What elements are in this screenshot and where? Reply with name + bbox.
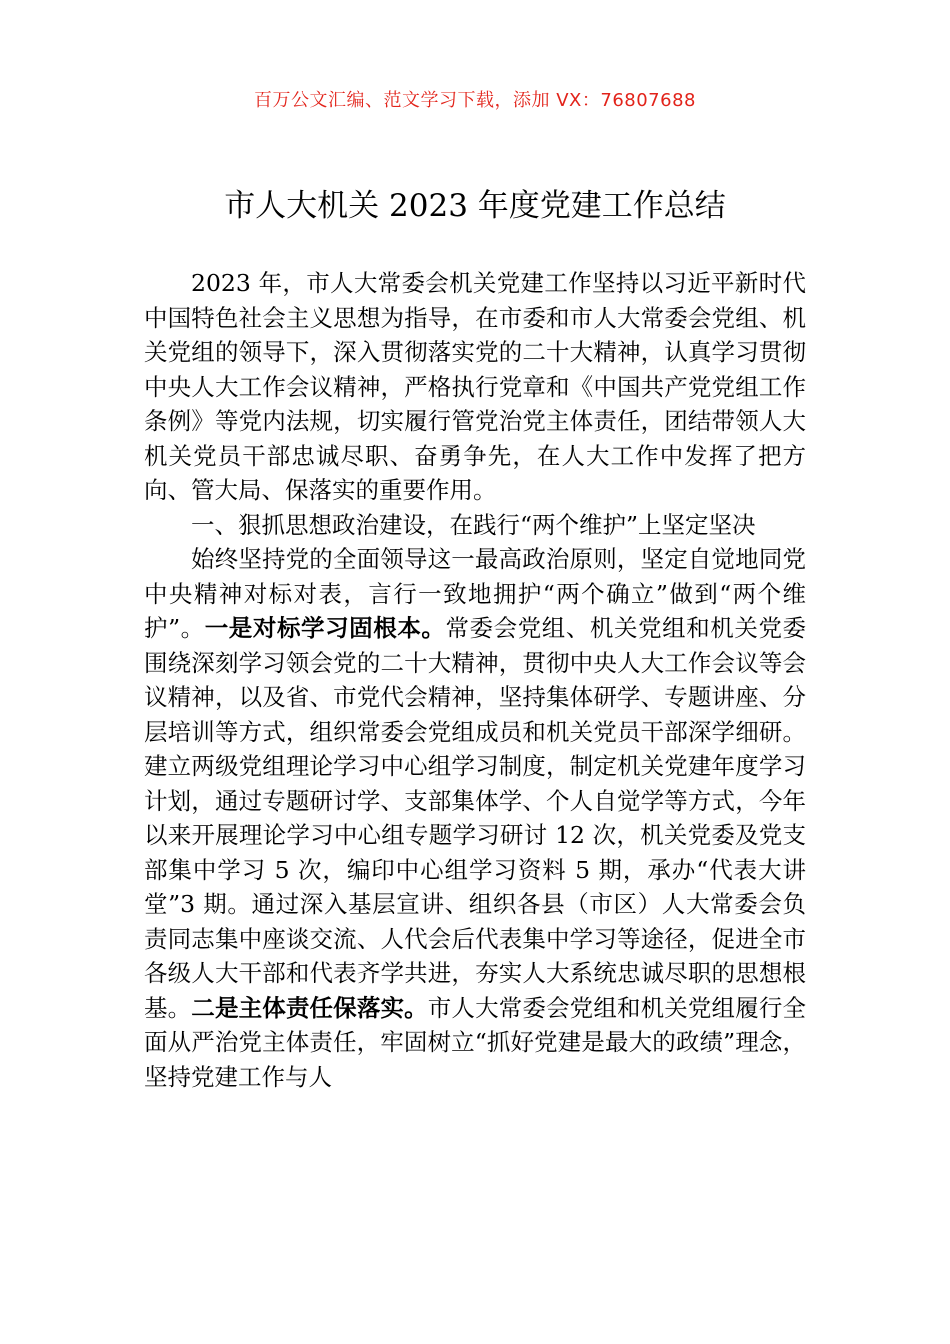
bold-subheading-1: 一是对标学习固根本。	[204, 614, 446, 642]
paragraph-text: 始终坚持党的全面领导这一最高政治原则，坚定自觉地同党中央精神对标对表，言行一致地拥护“两个确立”做到“两个维护”。	[144, 545, 806, 642]
section-heading-1: 一、狠抓思想政治建设，在践行“两个维护”上坚定坚决	[191, 510, 756, 539]
paragraph-section-1	[144, 542, 806, 1094]
page-title: 市人大机关 2023 年度党建工作总结	[224, 188, 726, 224]
promo-banner: 百万公文汇编、范文学习下载，添加 VX：76807688	[254, 90, 696, 111]
document-body	[144, 266, 806, 1094]
paragraph-intro: 2023 年，市人大常委会机关党建工作坚持以习近平新时代中国特色社会主义思想为指导，在市委和市人大常委会党组、机关党组的领导下，深入贯彻落实党的二十大精神，认真学习贯彻中央人大工作会议精神，严格执行党章和《中国共产党党组工作条例》等党内法规，切实履行管党治党主体责任，团结带领人大机关党员干部忠诚尽职、奋勇争先，在人大工作中发挥了把方向、管大局、保落实的重要作用。	[144, 269, 806, 504]
paragraph-text: 市人大常委会党组和机关党组履行全面从严治党主体责任，牢固树立“抓好党建是最大的政绩”理念，坚持党建工作与人	[144, 993, 807, 1091]
bold-subheading-2: 二是主体责任保落实。	[191, 993, 428, 1022]
paragraph-text: 常委会党组、机关党组和机关党委围绕深刻学习领会党的二十大精神，贯彻中央人大工作会议等会议精神，以及省、市党代会精神，坚持集体研学、专题讲座、分层培训等方式，组织常委会党组成员和机关党员干部深学细研。建立两级党组理论学习中心组学习制度，制定机关党建年度学习计划，通过专题研讨学、支部集体学、个人自觉学等方式，今年以来开展理论学习中心组专题学习研讨 12 次，机关党委及党支部集中学习 5 次，编印中心组学习资料 5 期，承办“代表大讲堂”3 期。通过深入基层宣讲、组织各县（市区）人大常委会负责同志集中座谈交流、人代会后代表集中学习等途径，促进全市各级人大干部和代表齐学共进，夯实人大系统忠诚尽职的思想根基。	[144, 614, 807, 1022]
